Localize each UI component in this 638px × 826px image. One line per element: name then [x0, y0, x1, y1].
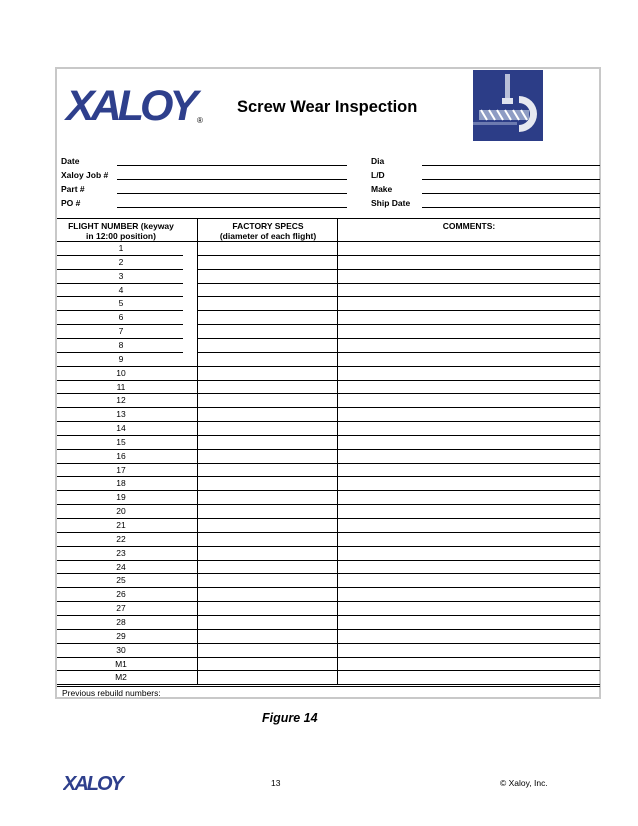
table-row	[57, 532, 600, 533]
flight-number-cell: 1	[118, 243, 124, 253]
svg-text:®: ®	[197, 116, 203, 125]
flight-number-cell: M2	[115, 672, 127, 683]
table-row	[197, 310, 600, 311]
table-row	[57, 352, 183, 353]
comments-header: COMMENTS:	[442, 221, 496, 231]
date-field[interactable]	[117, 165, 347, 166]
make-label: Make	[371, 184, 393, 194]
ship-date-label: Ship Date	[371, 198, 411, 208]
part-field[interactable]	[117, 193, 347, 194]
make-field[interactable]	[422, 193, 600, 194]
flight-number-cell: 10	[116, 367, 126, 378]
flight-number-cell: M1	[115, 658, 127, 669]
table-row	[57, 449, 600, 450]
table-row	[57, 310, 183, 311]
table-row	[57, 490, 600, 491]
copyright-text: © Xaloy, Inc.	[500, 778, 548, 788]
dia-field[interactable]	[422, 165, 600, 166]
table-row	[197, 352, 600, 353]
flight-number-cell: 23	[116, 547, 126, 558]
table-row	[57, 393, 600, 394]
flight-number-cell: 5	[118, 298, 124, 309]
table-row	[57, 560, 600, 561]
page-title: Screw Wear Inspection	[237, 98, 418, 116]
table-row	[57, 615, 600, 616]
flight-number-cell: 20	[116, 506, 126, 517]
table-row	[57, 255, 183, 256]
ship-date-field[interactable]	[422, 207, 600, 208]
table-bottom-rule	[57, 686, 600, 687]
xaloy-job-field[interactable]	[117, 179, 347, 180]
previous-rebuild-label: Previous rebuild numbers:	[62, 688, 161, 698]
table-row	[57, 283, 183, 284]
table-row	[197, 296, 600, 297]
flight-number-cell: 26	[116, 589, 126, 600]
flight-number-cell: 21	[116, 520, 126, 530]
flight-number-cell: 17	[116, 464, 126, 475]
flight-number-cell: 4	[118, 284, 124, 295]
flight-number-cell: 28	[116, 616, 126, 627]
flight-number-cell: 22	[116, 533, 126, 544]
flight-number-cell: 16	[116, 450, 126, 461]
column-divider	[337, 218, 338, 684]
flight-number-cell: 9	[118, 353, 124, 364]
table-row	[57, 338, 183, 339]
table-row	[57, 435, 600, 436]
table-row	[57, 407, 600, 408]
table-row	[197, 269, 600, 270]
flight-number-cell: 15	[116, 436, 126, 447]
table-row	[57, 573, 600, 574]
page-number: 13	[271, 778, 281, 788]
flight-number-cell: 12	[116, 395, 126, 406]
po-field[interactable]	[117, 207, 347, 208]
flight-number-cell: 19	[116, 492, 126, 503]
figure-caption: Figure 14	[262, 711, 318, 725]
table-row	[57, 296, 183, 297]
flight-number-cell: 25	[116, 575, 126, 586]
flight-number-cell: 11	[116, 381, 126, 392]
table-row	[197, 255, 600, 256]
flight-number-cell: 8	[118, 339, 124, 350]
table-row	[57, 643, 600, 644]
table-row	[57, 269, 183, 270]
table-row	[57, 421, 600, 422]
table-row	[57, 546, 600, 547]
table-top-rule	[57, 218, 600, 219]
table-row	[57, 629, 600, 630]
ld-field[interactable]	[422, 179, 600, 180]
xaloy-job-label: Xaloy Job #	[61, 170, 109, 180]
flight-number-cell: 29	[116, 630, 126, 641]
flight-number-cell: 13	[116, 409, 126, 420]
po-label: PO #	[61, 198, 81, 208]
factory-specs-header: FACTORY SPECS (diameter of each flight)	[219, 221, 317, 241]
table-row	[57, 601, 600, 602]
flight-number-cell: 3	[118, 270, 124, 281]
date-label: Date	[61, 156, 80, 166]
table-row	[57, 380, 600, 381]
table-row	[57, 670, 600, 671]
part-label: Part #	[61, 184, 85, 194]
table-row	[57, 366, 600, 367]
table-row	[57, 463, 600, 464]
flight-number-cell: 27	[116, 603, 126, 614]
table-row	[57, 518, 600, 519]
flight-number-cell: 14	[116, 423, 126, 434]
table-row	[57, 657, 600, 658]
flight-number-cell: 18	[116, 478, 126, 489]
column-divider	[197, 218, 198, 684]
ld-label: L/D	[371, 170, 385, 180]
flight-number-cell: 2	[118, 256, 124, 267]
dia-label: Dia	[371, 156, 385, 166]
table-row	[57, 587, 600, 588]
flight-number-cell: 30	[116, 644, 126, 655]
table-row	[197, 338, 600, 339]
table-row	[57, 504, 600, 505]
table-header-rule	[57, 241, 600, 242]
flight-number-cell: 7	[118, 326, 124, 337]
table-row	[197, 283, 600, 284]
screw-barrel-emblem	[473, 70, 543, 141]
table-row	[197, 324, 600, 325]
flight-number-cell: 6	[118, 312, 124, 323]
table-row	[57, 324, 183, 325]
xaloy-logo	[64, 80, 209, 133]
table-row	[57, 476, 600, 477]
logo-wordmark: XALOY	[66, 82, 195, 128]
footer-xaloy-logo	[63, 772, 125, 799]
svg-text:XALOY: XALOY	[63, 773, 122, 794]
flight-number-cell: 24	[116, 561, 126, 572]
flight-number-header: FLIGHT NUMBER (keyway in 12:00 position)	[68, 221, 174, 241]
